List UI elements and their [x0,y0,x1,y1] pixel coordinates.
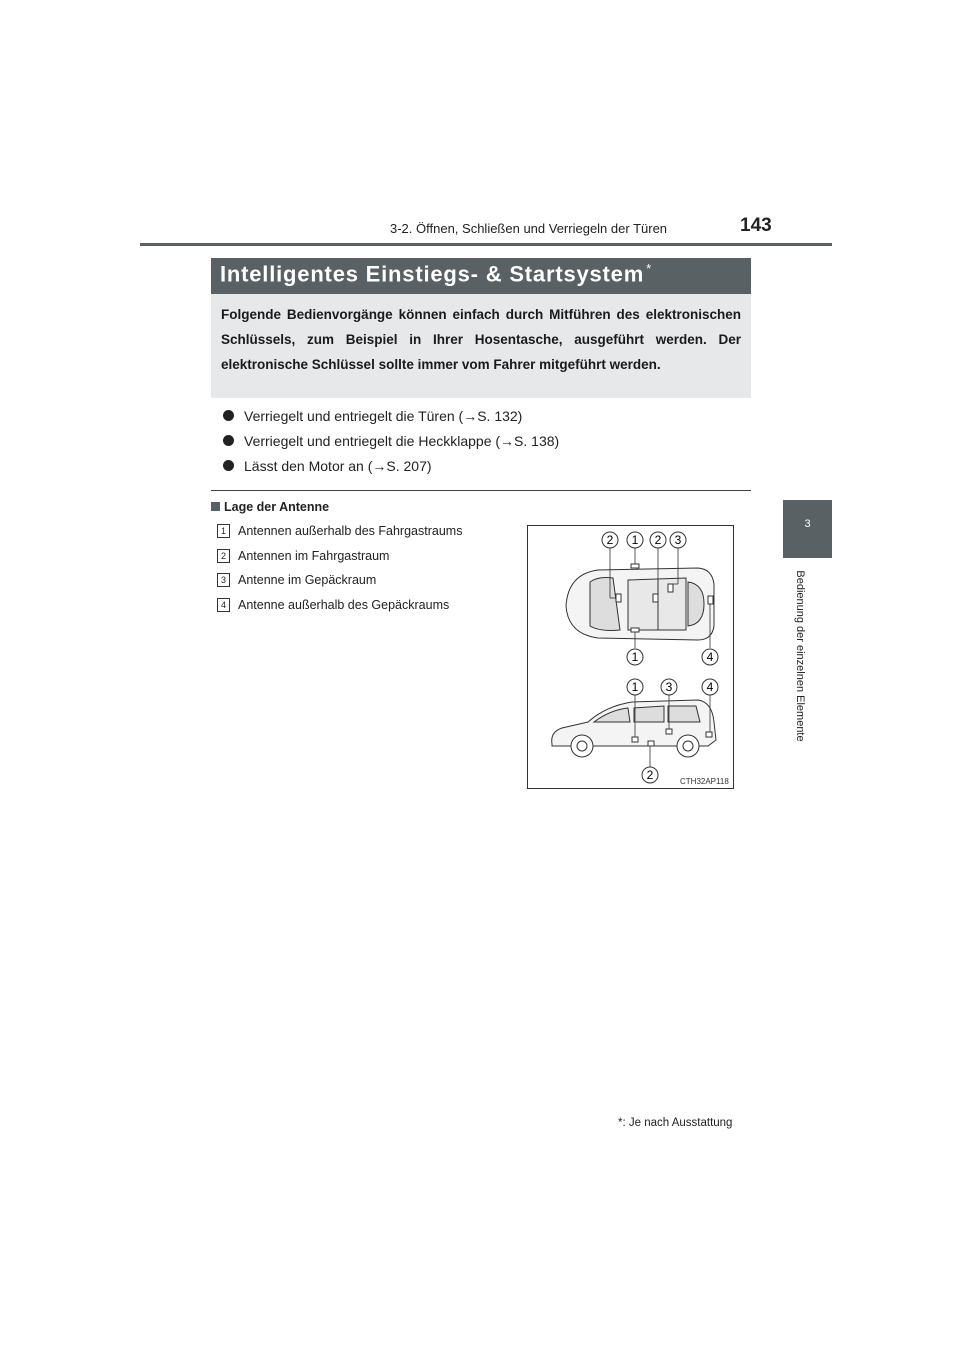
callout-label: 4 [706,650,714,664]
callout-label: 1 [631,650,639,664]
section-heading [211,500,329,514]
page-number: 143 [740,215,772,236]
header-section-title: 3-2. Öffnen, Schließen und Verriegeln der Türen [390,221,668,236]
bullet-item [223,433,559,449]
car-side-view [552,700,716,757]
legend-label: Antenne im Gepäckraum [238,573,377,587]
bullet-text: Verriegelt und entriegelt die Türen (→S. 132) [244,408,523,424]
callout-label: 1 [631,533,639,547]
bullet-text: Verriegelt und entriegelt die Heckklappe (→S. 138) [244,433,560,449]
header-rule [140,243,832,246]
square-bullet-icon [211,502,220,511]
car-top-view [566,568,714,640]
legend-label: Antenne außerhalb des Gepäckraums [238,598,450,612]
page-title-text: Intelligentes Einstiegs- & Startsystem [220,261,645,287]
footnote-mark: * [618,1117,623,1129]
callout-label: 2 [606,533,614,547]
bullet-dot-icon [223,410,234,421]
figure-code: CTH32AP118 [680,777,729,786]
antenna-location-diagram [528,526,733,788]
title-footnote-mark: * [646,261,652,276]
bullet-item [223,458,432,474]
legend-item [217,524,462,538]
legend-number: 3 [217,573,230,587]
legend-label: Antennen im Fahrgastraum [238,549,390,563]
footnote [618,1117,732,1129]
bullet-item [223,408,522,424]
legend-label: Antennen außerhalb des Fahrgastraums [238,524,463,538]
callout-label: 2 [654,533,662,547]
legend-number: 2 [217,549,230,563]
chapter-label: Bedienung der einzelnen Elemente [794,570,806,742]
bullet-text: Lässt den Motor an (→S. 207) [244,458,432,474]
legend-number: 1 [217,524,230,538]
intro-text: Folgende Bedienvorgänge können einfach durch Mitführen des elektronischen Schlüssels, zum Beispiel in Ihrer Hosentasche, ausgeführt werden. Der elektronische Schlüssel sollte immer vom Fahrer mitgeführt werden. [221,307,741,372]
antenna-figure [527,525,734,789]
legend-number: 4 [217,598,230,612]
legend-item [217,573,376,587]
callout-label: 4 [706,680,714,694]
legend-item [217,598,449,612]
callout-label: 3 [674,533,682,547]
callout-label: 1 [631,680,639,694]
bullet-dot-icon [223,460,234,471]
chapter-number: 3 [804,518,811,530]
callout-label: 3 [665,680,673,694]
footnote-text: : Je nach Ausstattung [622,1117,733,1129]
page-title [220,261,652,287]
section-heading-text: Lage der Antenne [224,500,330,514]
section-divider [211,490,751,491]
bullet-dot-icon [223,435,234,446]
callout-label: 2 [646,768,654,782]
legend-item [217,549,389,563]
